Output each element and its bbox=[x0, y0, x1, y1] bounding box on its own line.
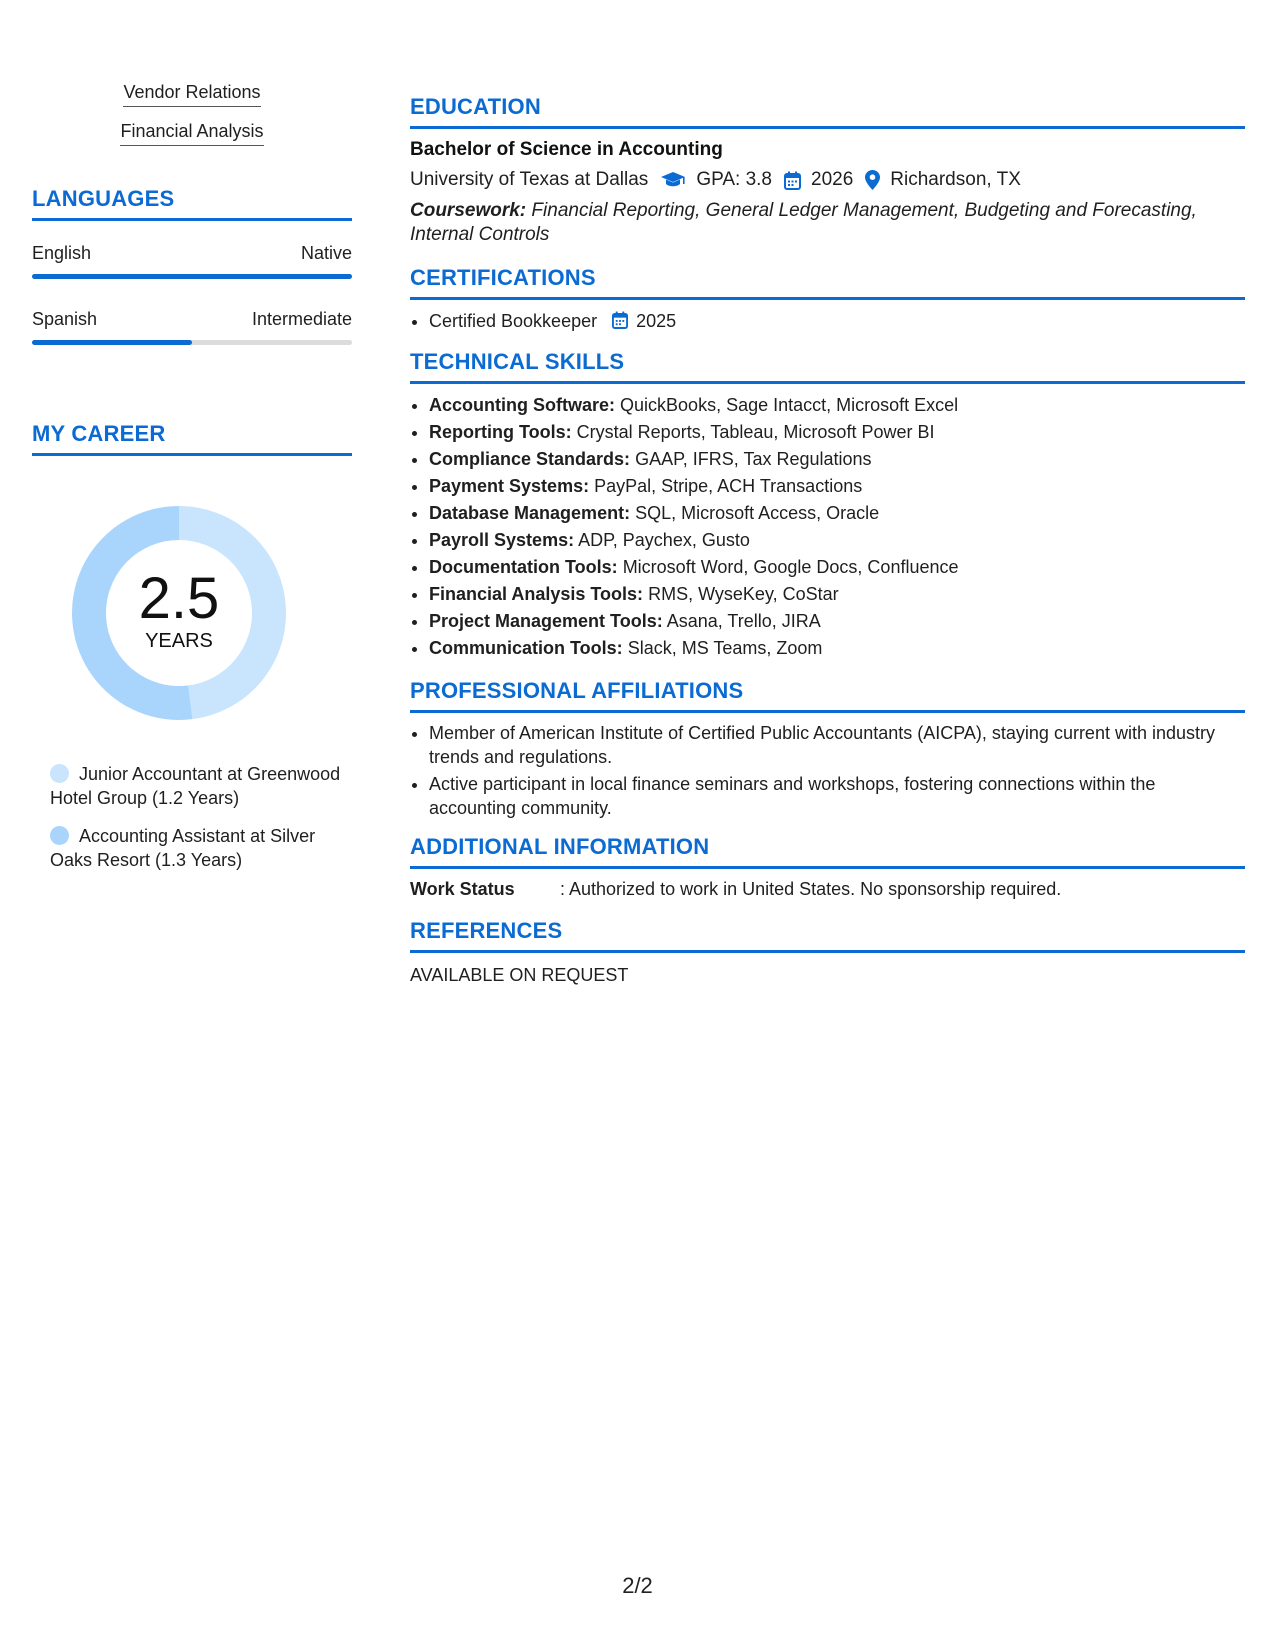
certifications-section bbox=[410, 265, 1245, 335]
affiliations-title: PROFESSIONAL AFFILIATIONS bbox=[410, 678, 1245, 713]
certification-name: Certified Bookkeeper bbox=[429, 311, 598, 331]
work-status-label: Work Status bbox=[410, 879, 515, 899]
language-level: Intermediate bbox=[251, 309, 352, 329]
career-legend-item: Junior Accountant at Greenwood Hotel Group (1.2 Years) bbox=[50, 764, 341, 808]
references-title: REFERENCES bbox=[410, 918, 1245, 953]
education-section bbox=[410, 94, 1245, 247]
skills-list bbox=[410, 392, 1245, 662]
languages-title: LANGUAGES bbox=[32, 186, 352, 221]
work-status-row bbox=[410, 879, 1245, 900]
language-row bbox=[32, 243, 352, 264]
languages-section bbox=[32, 186, 352, 345]
location: Richardson, TX bbox=[890, 169, 1021, 190]
gpa: GPA: 3.8 bbox=[696, 169, 772, 190]
affiliations-list bbox=[410, 721, 1245, 820]
additional-info-title: ADDITIONAL INFORMATION bbox=[410, 834, 1245, 869]
legend-dot-icon bbox=[50, 826, 69, 845]
technical-skills-title: TECHNICAL SKILLS bbox=[410, 349, 1245, 384]
references-text: AVAILABLE ON REQUEST bbox=[410, 965, 629, 985]
language-name: Spanish bbox=[32, 309, 98, 329]
list-item: • Project Management Tools: Asana, Trello, JIRA bbox=[429, 608, 1245, 635]
calendar-icon bbox=[784, 171, 801, 190]
coursework-label: Coursework: bbox=[410, 200, 527, 221]
degree: Bachelor of Science in Accounting bbox=[410, 139, 723, 160]
list-item: • Member of American Institute of Certified Public Accountants (AICPA), staying current with industry trends and regulations. bbox=[429, 721, 1245, 769]
language-name: English bbox=[32, 243, 92, 263]
list-item: • Financial Analysis Tools: RMS, WyseKey, CoStar bbox=[429, 581, 1245, 608]
list-item: • Compliance Standards: GAAP, IFRS, Tax Regulations bbox=[429, 446, 1245, 473]
coursework-text: Financial Reporting, General Ledger Management, Budgeting and Forecasting, Internal Controls bbox=[410, 200, 1197, 245]
education-details bbox=[410, 169, 1245, 191]
list-item bbox=[429, 308, 1245, 335]
language-bar bbox=[32, 274, 352, 279]
certification-year: 2025 bbox=[636, 311, 677, 331]
language-bar bbox=[32, 340, 352, 345]
list-item: • Reporting Tools: Crystal Reports, Tableau, Microsoft Power BI bbox=[429, 419, 1245, 446]
strength-tag: Vendor Relations bbox=[32, 82, 352, 107]
list-item: • Documentation Tools: Microsoft Word, Google Docs, Confluence bbox=[429, 554, 1245, 581]
coursework bbox=[410, 199, 1245, 247]
certifications-list bbox=[410, 308, 1245, 335]
list-item: • Database Management: SQL, Microsoft Access, Oracle bbox=[429, 500, 1245, 527]
language-level: Native bbox=[300, 243, 352, 263]
list-item: • Payroll Systems: ADP, Paychex, Gusto bbox=[429, 527, 1245, 554]
work-status-value: : Authorized to work in United States. No sponsorship required. bbox=[560, 879, 1062, 899]
list-item: • Payment Systems: PayPal, Stripe, ACH Transactions bbox=[429, 473, 1245, 500]
career-title: MY CAREER bbox=[32, 421, 352, 456]
location-pin-icon bbox=[865, 170, 880, 190]
certifications-title: CERTIFICATIONS bbox=[410, 265, 1245, 300]
list-item: • Accounting Software: QuickBooks, Sage Intacct, Microsoft Excel bbox=[429, 392, 1245, 419]
career-legend bbox=[32, 762, 352, 872]
page-number: 2/2 bbox=[622, 1573, 653, 1598]
technical-skills-section bbox=[410, 349, 1245, 662]
school-name: University of Texas at Dallas bbox=[410, 169, 649, 190]
graduation-year: 2026 bbox=[811, 169, 854, 190]
list-item: • Communication Tools: Slack, MS Teams, Zoom bbox=[429, 635, 1245, 662]
references-section bbox=[410, 918, 1245, 986]
career-total-number: 2.5 bbox=[138, 566, 220, 631]
education-title: EDUCATION bbox=[410, 94, 1245, 129]
additional-info-section bbox=[410, 834, 1245, 900]
career-legend-item: Accounting Assistant at Silver Oaks Resort (1.3 Years) bbox=[50, 826, 316, 870]
career-donut bbox=[64, 498, 294, 728]
left-column bbox=[32, 82, 352, 886]
language-bar-fill bbox=[32, 274, 352, 279]
graduation-cap-icon bbox=[660, 171, 686, 189]
language-bar-fill bbox=[32, 340, 192, 345]
career-total-unit: YEARS bbox=[145, 630, 213, 652]
strength-tag: Financial Analysis bbox=[32, 121, 352, 146]
list-item: • Active participant in local finance seminars and workshops, fostering connections within the accounting community. bbox=[429, 772, 1245, 820]
right-column bbox=[410, 94, 1245, 998]
career-section bbox=[32, 421, 352, 872]
language-row bbox=[32, 309, 352, 330]
calendar-icon bbox=[612, 311, 628, 329]
affiliations-section bbox=[410, 678, 1245, 820]
legend-dot-icon bbox=[50, 764, 69, 783]
